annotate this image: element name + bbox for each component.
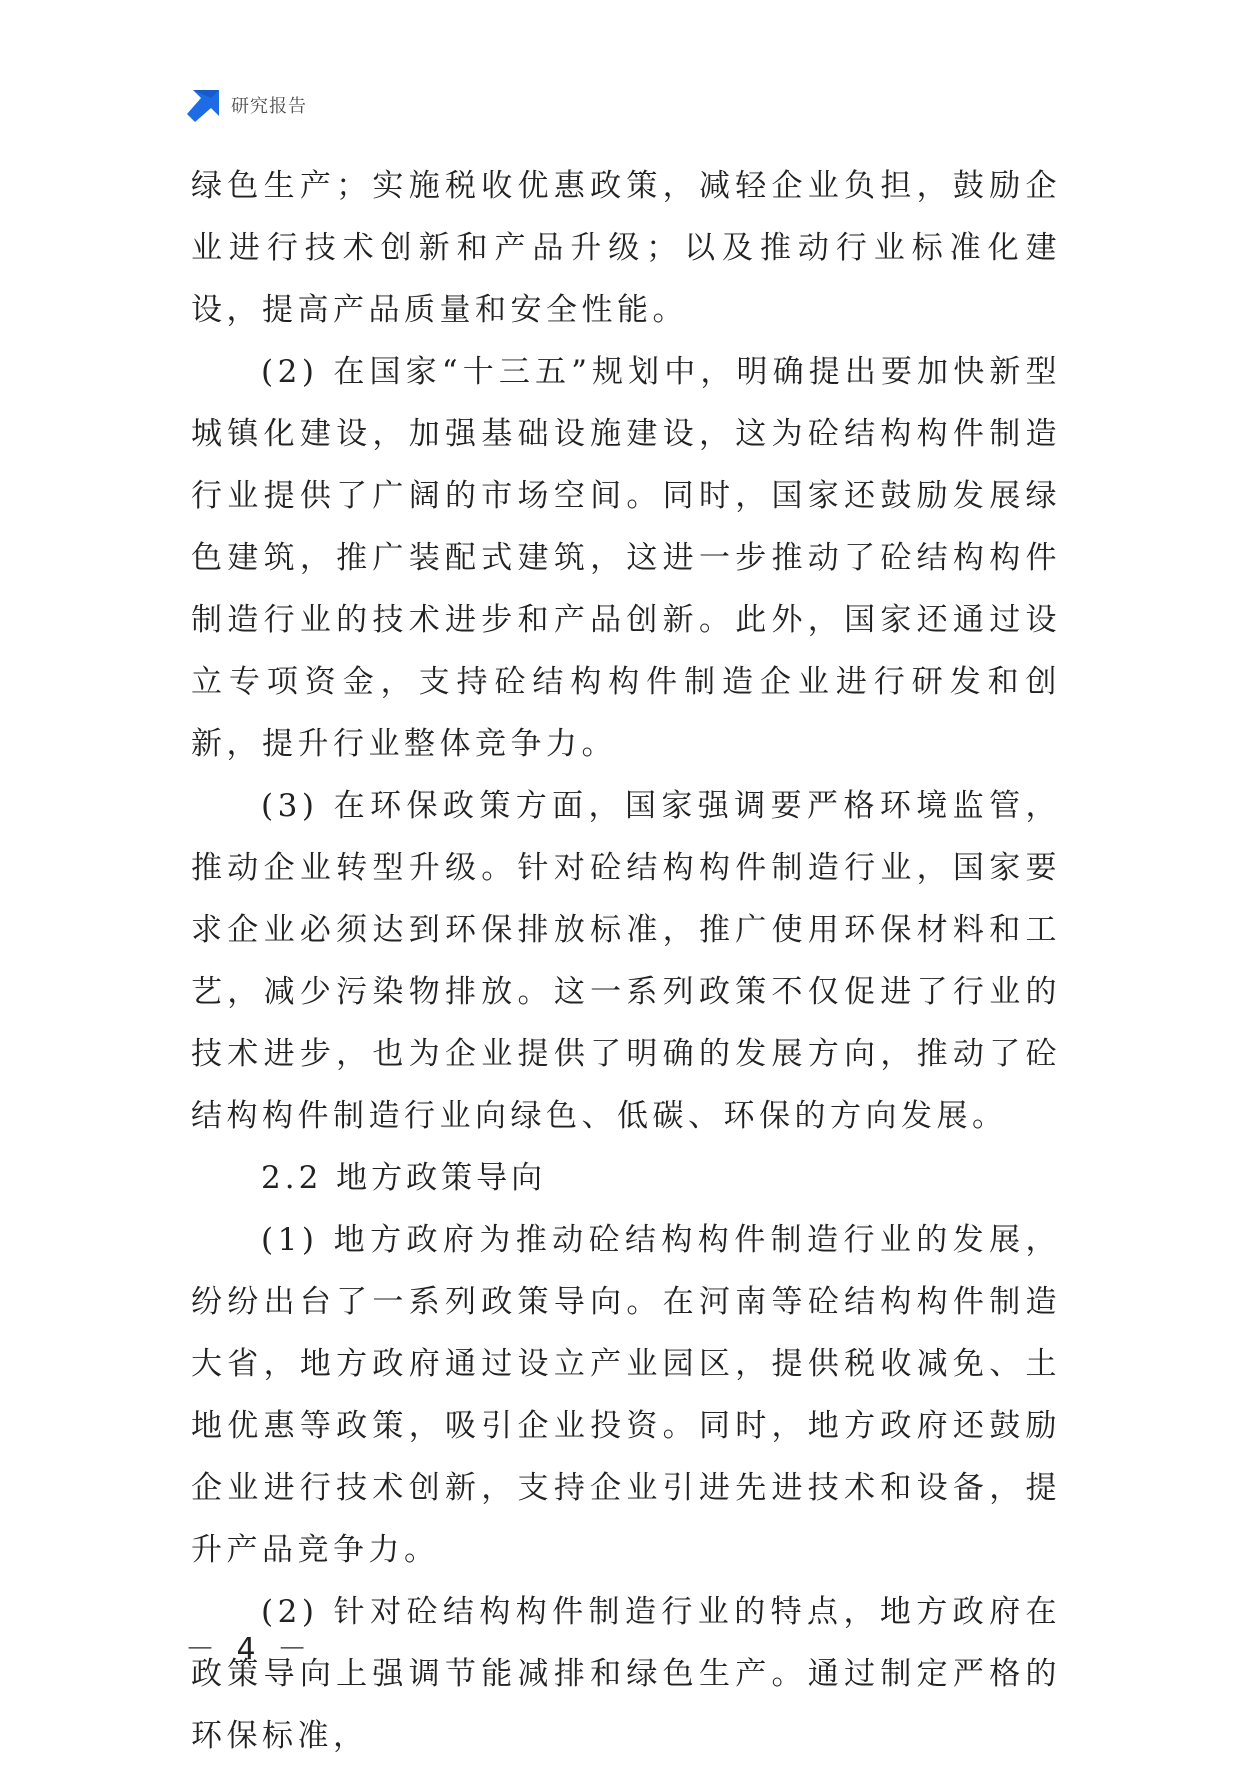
report-header bbox=[187, 88, 307, 122]
paragraph-continuation: 绿色生产；实施税收优惠政策，减轻企业负担，鼓励企业进行技术创新和产品升级；以及推动行业标准化建设，提高产品质量和安全性能。 bbox=[191, 168, 1061, 328]
section-heading: 2.2 地方政策导向 bbox=[261, 1160, 547, 1196]
paragraph-national-plan: (2) 在国家“十三五”规划中，明确提出要加快新型城镇化建设，加强基础设施建设，这为砼结构构件制造行业提供了广阔的市场空间。同时，国家还鼓励发展绿色建筑，推广装配式建筑，这进一步推动了砼结构构件制造行业的技术进步和产品创新。此外，国家还通过设立专项资金，支持砼结构构件制造企业进行研发和创新，提升行业整体竞争力。 bbox=[191, 354, 1061, 762]
arrow-up-right-icon bbox=[187, 88, 221, 122]
header-title: 研究报告 bbox=[231, 96, 307, 117]
paragraph-local-policy-1: (1) 地方政府为推动砼结构构件制造行业的发展，纷纷出台了一系列政策导向。在河南等砼结构构件制造大省，地方政府通过设立产业园区，提供税收减免、土地优惠等政策，吸引企业投资。同时，地方政府还鼓励企业进行技术创新，支持企业引进先进技术和设备，提升产品竞争力。 bbox=[191, 1222, 1061, 1568]
paragraph-local-policy-2: (2) 针对砼结构构件制造行业的特点，地方政府在政策导向上强调节能减排和绿色生产。通过制定严格的环保标准， bbox=[191, 1594, 1061, 1754]
document-body bbox=[191, 155, 1061, 1767]
page-number: － 4 － bbox=[185, 1632, 314, 1667]
paragraph-environmental-policy: (3) 在环保政策方面，国家强调要严格环境监管，推动企业转型升级。针对砼结构构件制造行业，国家要求企业必须达到环保排放标准，推广使用环保材料和工艺，减少污染物排放。这一系列政策不仅促进了行业的技术进步，也为企业提供了明确的发展方向，推动了砼结构构件制造行业向绿色、低碳、环保的方向发展。 bbox=[191, 788, 1061, 1134]
